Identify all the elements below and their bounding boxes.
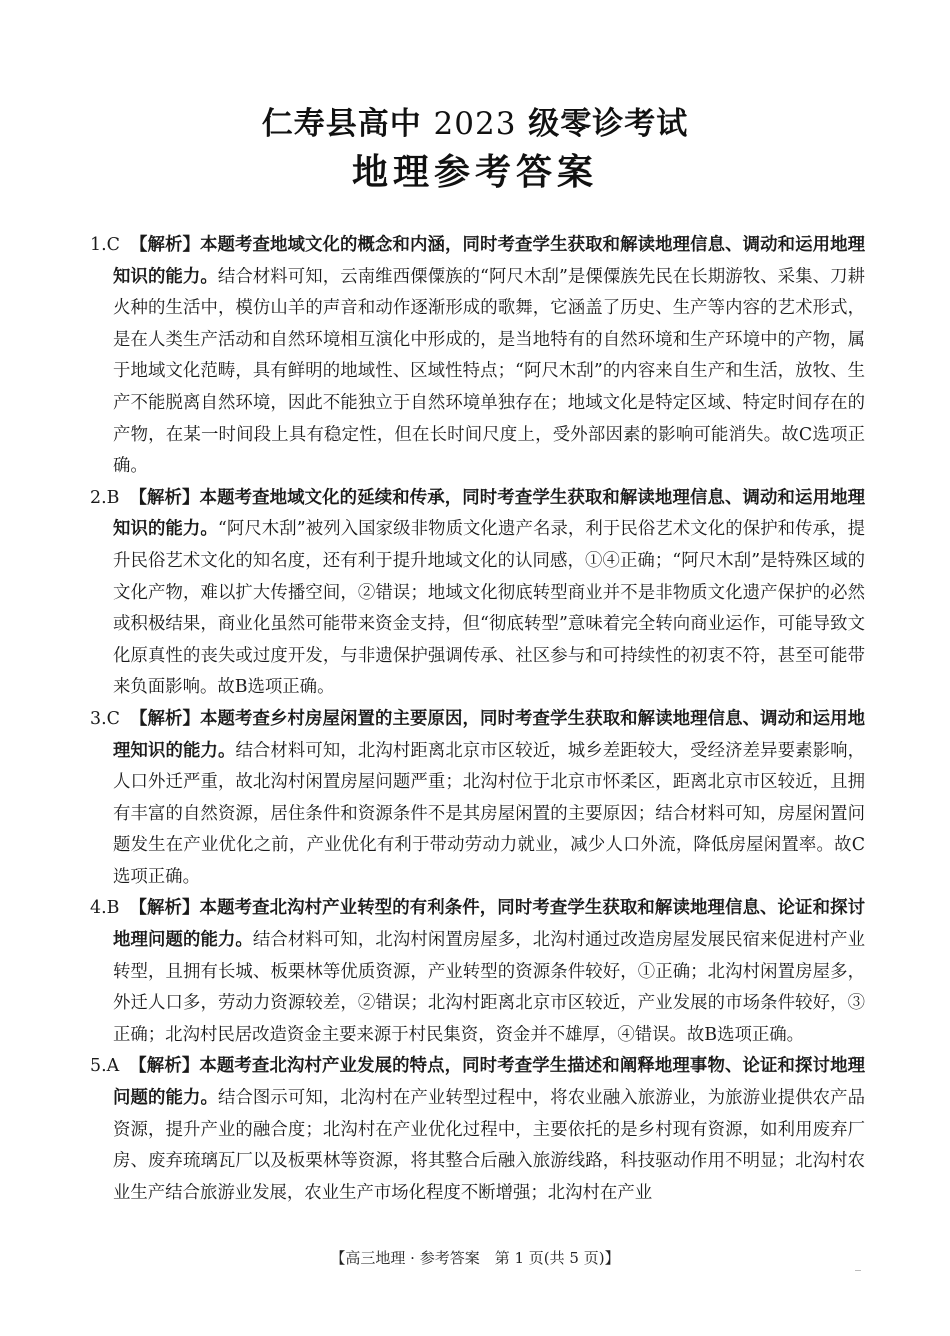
answer-item-5 [90,1051,865,1209]
answer-analysis-lead: 【解析】本题考查地域文化的延续和传承，同时考查学生获取和解读地理信息、调动和运用地理知识的能力。 [113,487,865,540]
answer-analysis-lead: 【解析】本题考查北沟村产业发展的特点，同时考查学生描述和阐释地理事物、论证和探讨地理问题的能力。 [113,1056,865,1109]
answer-analysis-lead: 【解析】本题考查乡村房屋闲置的主要原因，同时考查学生获取和解读地理信息、调动和运用地理知识的能力。 [113,708,865,761]
answer-analysis-lead: 【解析】本题考查地域文化的概念和内涵，同时考查学生获取和解读地理信息、调动和运用地理知识的能力。 [113,235,865,287]
answer-number: 4.B [90,898,120,919]
title-school: 仁寿县高中 [261,106,422,142]
answer-analysis-lead: 【解析】本题考查北沟村产业转型的有利条件，同时考查学生获取和解读地理信息、论证和探讨地理问题的能力。 [113,898,865,951]
answer-number: 3.C [90,708,120,729]
answer-analysis-body: 结合材料可知，云南维西傈僳族的“阿尺木刮”是傈僳族先民在长期游牧、采集、刀耕火种的生活中，模仿山羊的声音和动作逐渐形成的歌舞，它涵盖了历史、生产等内容的艺术形式，是在人类生产活动和自然环境相互演化中形成的，是当地特有的自然环境和生产环境中的产物，属于地域文化范畴，具有鲜明的地域性、区域性特点；“阿尺木刮”的内容来自生产和生活，放牧、生产不能脱离自然环境，因此不能独立于自然环境单独存在；地域文化是特定区域、特定时间存在的产物，在某一时间段上具有稳定性，但在长时间尺度上，受外部因素的影响可能消失。故C选项正确。 [113,266,865,477]
answer-number: 1.C [90,235,120,255]
answer-item-4 [90,893,865,1051]
scan-mark [855,1270,861,1271]
answer-number: 2.B [90,487,120,508]
document-title [0,98,950,143]
title-exam: 级零诊考试 [528,106,689,142]
page-footer: 【高三地理 · 参考答案 第 1 页(共 5 页)】 [330,1249,620,1267]
document-subtitle: 地理参考答案 [351,152,598,193]
answer-analysis-body: 结合图示可知，北沟村在产业转型过程中，将农业融入旅游业，为旅游业提供农产品资源，提升产业的融合度；北沟村在产业优化过程中，主要依托的是乡村现有资源，如利用废弃厂房、废弃琉璃瓦厂以及板栗林等资源，将其整合后融入旅游线路，科技驱动作用不明显；北沟村农业生产结合旅游业发展，农业生产市场化程度不断增强；北沟村在产业 [113,1088,865,1203]
answer-item-3 [90,704,865,894]
title-year: 2023 [433,106,517,142]
answer-analysis-body: 结合材料可知，北沟村闲置房屋多，北沟村通过改造房屋发展民宿来促进村产业转型，且拥有长城、板栗林等优质资源，产业转型的资源条件较好，①正确；北沟村闲置房屋多，外迁人口多，劳动力资源较差，②错误；北沟村距离北京市区较近，产业发展的市场条件较好，③正确；北沟村民居改造资金主要来源于村民集资，资金并不雄厚，④错误。故B选项正确。 [113,930,865,1045]
answer-item-1 [90,230,865,483]
answer-item-2 [90,483,865,704]
answer-number: 5.A [90,1056,120,1077]
answer-analysis-body: “阿尺木刮”被列入国家级非物质文化遗产名录，利于民俗艺术文化的保护和传承，提升民俗艺术文化的知名度，还有利于提升地域文化的认同感，①④正确；“阿尺木刮”是特殊区域的文化产物，难以扩大传播空间，②错误；地域文化彻底转型商业并不是非物质文化遗产保护的必然或积极结果，商业化虽然可能带来资金支持，但“彻底转型”意味着完全转向商业运作，可能导致文化原真性的丧失或过度开发，与非遗保护强调传承、社区参与和可持续性的初衷不符，甚至可能带来负面影响。故B选项正确。 [113,519,865,698]
answer-list [90,230,865,1209]
answer-analysis-body: 结合材料可知，北沟村距离北京市区较近，城乡差距较大，受经济差异要素影响，人口外迁严重，故北沟村闲置房屋问题严重；北沟村位于北京市怀柔区，距离北京市区较近，且拥有丰富的自然资源，居住条件和资源条件不是其房屋闲置的主要原因；结合材料可知，房屋闲置问题发生在产业优化之前，产业优化有利于带动劳动力就业，减少人口外流，降低房屋闲置率。故C选项正确。 [113,740,865,887]
